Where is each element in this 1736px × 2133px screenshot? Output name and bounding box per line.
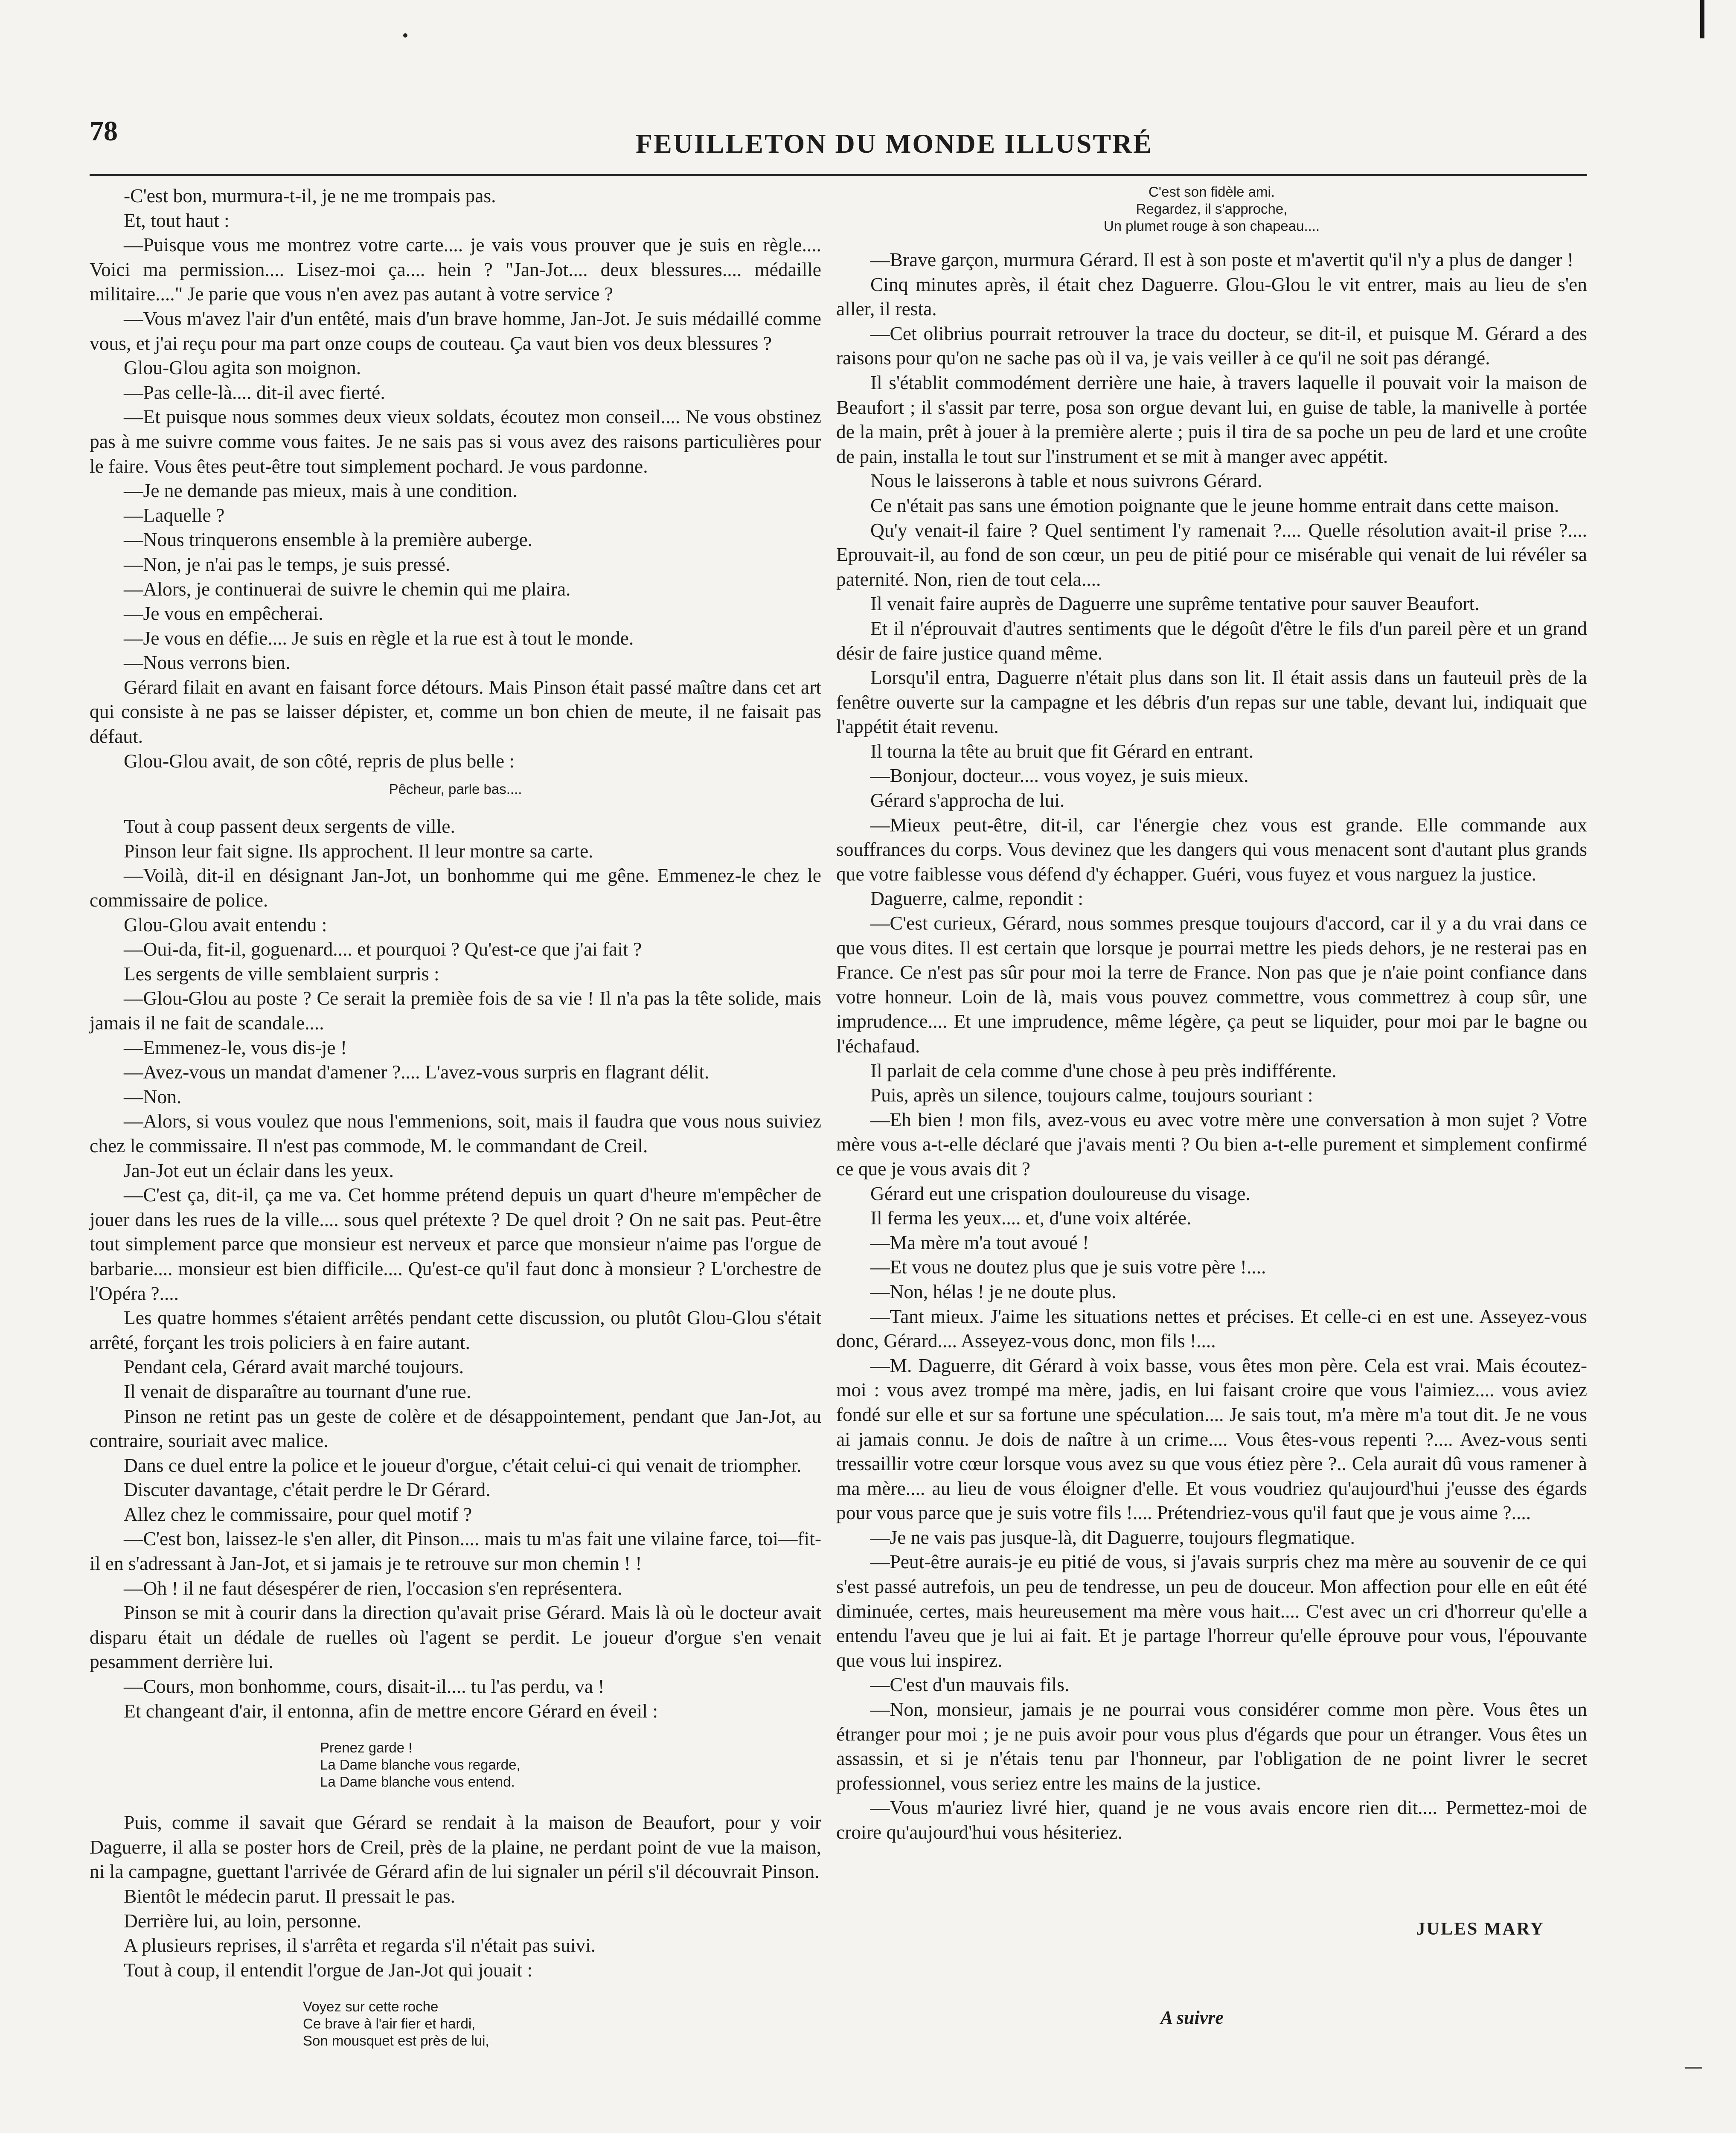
left-paragraphs-c — [90, 1810, 821, 1982]
paragraph: Il s'établit commodément derrière une haie, à travers laquelle il pouvait voir la maison de Beaufort ; il s'assit par terre, posa son orgue devant lui, en guise de table, la manivelle à portée de la main, prêt à jouer à la première alerte ; puis il tira de sa poche un peu de lard et une croûte de pain, installa le tout sur l'instrument et se mit à manger avec appétit. — [836, 371, 1587, 467]
paragraph: —Je ne vais pas jusque-là, dit Daguerre, toujours flegmatique. — [870, 1526, 1355, 1548]
paragraph: Allez chez le commissaire, pour quel motif ? — [124, 1503, 472, 1525]
paragraph: Puis, comme il savait que Gérard se rendait à la maison de Beaufort, pour y voir Daguerre, il alla se poster hors de Creil, près de la plaine, ne perdant point de vue la maison, ni la campagne, guettant l'arrivée de Gérard afin de lui signaler un péril s'il découvrait Pinson. — [90, 1811, 821, 1883]
paragraph: Tout à coup, il entendit l'orgue de Jan-Jot qui jouait : — [124, 1959, 533, 1981]
verse-pecheur: Pêcheur, parle bas.... — [389, 781, 522, 797]
paragraph: —C'est ça, dit-il, ça me va. Cet homme prétend depuis un quart d'heure m'empêcher de jouer dans les rues de la ville.... sous quel prétexte ? De quel droit ? On ne sait pas. Peut-être tout simplement parce que monsieur est nerveux et parce que monsieur n'aime pas l'orgue de barbarie.... monsieur est bien difficile.... Qu'est-ce qu'il faut donc à monsieur ? L'orchestre de l'Opéra ?.... — [90, 1184, 821, 1304]
verse-line: Regardez, il s'approche, — [1136, 201, 1288, 217]
paragraph: —Brave garçon, murmura Gérard. Il est à son poste et m'avertit qu'il n'y a plus de danger ! — [870, 249, 1574, 270]
verse-line: La Dame blanche vous regarde, — [320, 1757, 521, 1773]
right-column — [836, 183, 1587, 2030]
paragraph: —M. Daguerre, dit Gérard à voix basse, vous êtes mon père. Cela est vrai. Mais écoutez-moi : vous avez trompé ma mère, jadis, en lui faisant croire que vous l'aimiez.... vous aviez fondé sur elle et sur sa fortune une spéculation.... Je sais tout, m'a mère m'a tout dit. Je ne vous ai jamais connu. Je dois de naître à un crime.... Vous êtes-vous repenti ?.... Avez-vous senti tressaillir votre cœur lorsque vous avez su que vous étiez père ?.. Cela aurait dû vous ramener à ma mère.... au lieu de vous éloigner d'elle. Et vous voudriez qu'aujourd'hui j'eusse des égards pour vous parce que je suis votre fils !.... Prétendriez-vous qu'il faut que je vous aime ?.... — [836, 1354, 1587, 1524]
paragraph: —Non, hélas ! je ne doute plus. — [870, 1280, 1117, 1302]
verse-line: C'est son fidèle ami. — [1148, 184, 1275, 200]
header-rule — [90, 174, 1587, 176]
paragraph: —Oui-da, fit-il, goguenard.... et pourquoi ? Qu'est-ce que j'ai fait ? — [124, 938, 642, 960]
paragraph: Qu'y venait-il faire ? Quel sentiment l'y ramenait ?.... Quelle résolution avait-il prise ?.... Eprouvait-il, au fond de son cœur, un peu de pitié pour ce misérable qui venait de lui révéler sa paternité. Non, rien de tout cela.... — [836, 519, 1587, 590]
paragraph: —Puisque vous me montrez votre carte.... je vais vous prouver que je suis en règle.... Voici ma permission.... Lisez-moi ça.... hein ? "Jan-Jot.... deux blessures.... médaille militaire...." Je parie que vous n'en avez pas autant à votre service ? — [90, 234, 821, 305]
paragraph: Nous le laisserons à table et nous suivrons Gérard. — [870, 470, 1262, 492]
paragraph: Discuter davantage, c'était perdre le Dr Gérard. — [124, 1479, 491, 1501]
paragraph: —Et vous ne doutez plus que je suis votre père !.... — [870, 1256, 1266, 1278]
paragraph: —Je vous en empêcherai. — [124, 602, 323, 625]
to-be-continued: A suivre — [1160, 2007, 1224, 2028]
paragraph: Dans ce duel entre la police et le joueur d'orgue, c'était celui-ci qui venait de triompher. — [124, 1454, 802, 1476]
paragraph: —Tant mieux. J'aime les situations nettes et précises. Et celle-ci en est une. Asseyez-vous donc, Gérard.... Asseyez-vous donc, mon fils !.... — [836, 1305, 1587, 1352]
paragraph: —Voilà, dit-il en désignant Jan-Jot, un bonhomme qui me gêne. Emmenez-le chez le commissaire de police. — [90, 864, 821, 911]
left-paragraphs-b — [90, 814, 821, 1723]
paragraph: Puis, après un silence, toujours calme, toujours souriant : — [870, 1084, 1313, 1106]
verse-line: Voyez sur cette roche — [303, 1999, 439, 2015]
paragraph: —Peut-être aurais-je eu pitié de vous, si j'avais surpris chez ma mère au souvenir de ce qui s'est passé autrefois, un peu de tendresse, un peu de douceur. Mon affection pour elle en eût été diminuée, certes, mais heureusement ma mère vous hait.... C'est avec un cri d'horreur qu'elle a entendu l'aveu que je lui ai fait. Et je partage l'horreur qu'elle éprouve pour vous, l'épouvante que vous lui inspirez. — [836, 1551, 1587, 1671]
paragraph: —Je vous en défie.... Je suis en règle et la rue est à tout le monde. — [124, 627, 634, 649]
paragraph: —Mieux peut-être, dit-il, car l'énergie chez vous est grande. Elle commande aux souffrances du corps. Vous devinez que les dangers qui vous menacent sont d'autant plus grands que votre faiblesse vous défend d'y échapper. Guéri, vous fuyez et vous narguez la justice. — [836, 814, 1587, 885]
paragraph: —Eh bien ! mon fils, avez-vous eu avec votre mère une conversation à mon sujet ? Votre mère vous a-t-elle déclaré que j'avais menti ? Ou bien a-t-elle purement et simplement confirmé ce que je vous avais dit ? — [836, 1108, 1587, 1180]
paragraph: —Pas celle-là.... dit-il avec fierté. — [124, 381, 385, 403]
paragraph: —Emmenez-le, vous dis-je ! — [124, 1036, 347, 1058]
paragraph: Bientôt le médecin parut. Il pressait le pas. — [124, 1885, 456, 1907]
paragraph: —C'est bon, laissez-le s'en aller, dit Pinson.... mais tu m'as fait une vilaine farce, toi—fit-il en s'adressant à Jan-Jot, et si jamais je te retrouve sur mon chemin ! ! — [90, 1528, 821, 1575]
paragraph: —Vous m'avez l'air d'un entêté, mais d'un brave homme, Jan-Jot. Je suis médaillé comme vous, et j'ai reçu pour ma part onze coups de couteau. Ça vaut bien vos deux blessures ? — [90, 307, 821, 354]
paragraph: Il venait faire auprès de Daguerre une suprême tentative pour sauver Beaufort. — [870, 593, 1480, 615]
verse-continuation — [836, 183, 1587, 247]
verse-line: Prenez garde ! — [320, 1740, 413, 1756]
paragraph: Et changeant d'air, il entonna, afin de mettre encore Gérard en éveil : — [124, 1700, 658, 1722]
paragraph: —Non, monsieur, jamais je ne pourrai vous considérer comme mon père. Vous êtes un étranger pour moi ; je ne puis avoir pour vous plus d'égards que pour un étranger. Vous êtes un assassin, et si je n'étais tenu par l'honneur, par l'obligation de ne point livrer le secret professionnel, vous seriez entre les mains de la justice. — [836, 1698, 1587, 1794]
binding-edge-mark — [1700, 0, 1704, 38]
paragraph: A plusieurs reprises, il s'arrêta et regarda s'il n'était pas suivi. — [124, 1934, 596, 1956]
paragraph: Il parlait de cela comme d'une chose à peu près indifférente. — [870, 1059, 1337, 1081]
paragraph: —Non, je n'ai pas le temps, je suis pressé. — [124, 553, 451, 575]
verse-line: Son mousquet est près de lui, — [303, 2033, 489, 2049]
verse-line: Ce brave à l'air fier et hardi, — [303, 2016, 476, 2032]
running-title: FEUILLETON DU MONDE ILLUSTRÉ — [636, 128, 1153, 159]
paragraph: —Cours, mon bonhomme, cours, disait-il.... tu l'as perdu, va ! — [124, 1675, 605, 1697]
paragraph: Pinson ne retint pas un geste de colère et de désappointement, pendant que Jan-Jot, au contraire, souriait avec malice. — [90, 1405, 821, 1452]
paragraph: Il tourna la tête au bruit que fit Gérard en entrant. — [870, 740, 1254, 762]
paragraph: Glou-Glou avait entendu : — [124, 913, 327, 936]
verse-roche — [90, 1982, 821, 2069]
verse-line: Un plumet rouge à son chapeau.... — [1103, 218, 1320, 234]
print-speck — [403, 33, 407, 38]
paragraph: Glou-Glou agita son moignon. — [124, 357, 361, 379]
verse-dame-blanche — [90, 1723, 821, 1810]
paragraph: Pinson leur fait signe. Ils approchent. Il leur montre sa carte. — [124, 840, 593, 862]
verse-line: La Dame blanche vous entend. — [320, 1774, 515, 1790]
paragraph: Gérard filait en avant en faisant force détours. Mais Pinson était passé maître dans cet art qui consiste à ne pas se laisser dépister, et, comme un bon chien de meute, il ne faisait pas défaut. — [90, 676, 821, 747]
paragraph: —Nous verrons bien. — [124, 651, 291, 674]
paragraph: —Je ne demande pas mieux, mais à une condition. — [124, 479, 518, 502]
paragraph: Pinson se mit à courir dans la direction qu'avait prise Gérard. Mais là où le docteur avait disparu était un dédale de ruelles où l'agent se perdit. Le joueur d'orgue s'en venait pesamment derrière lui. — [90, 1601, 821, 1673]
paragraph: Jan-Jot eut un éclair dans les yeux. — [124, 1159, 394, 1181]
left-paragraphs-a — [90, 183, 821, 773]
paragraph: —Oh ! il ne faut désespérer de rien, l'occasion s'en représentera. — [124, 1577, 622, 1599]
paragraph: Gérard eut une crispation douloureuse du visage. — [870, 1182, 1250, 1204]
page-number: 78 — [90, 116, 118, 147]
author-signature: JULES MARY — [1416, 1919, 1544, 1939]
paragraph: Tout à coup passent deux sergents de ville. — [124, 815, 455, 837]
paragraph: Et il n'éprouvait d'autres sentiments que le dégoût d'être le fils d'un pareil père et un grand désir de faire justice quand même. — [836, 617, 1587, 664]
paragraph: Daguerre, calme, repondit : — [870, 887, 1084, 910]
paragraph: —C'est curieux, Gérard, nous sommes presque toujours d'accord, car il y a du vrai dans ce que vous dites. Il est certain que lorsque je pourrai mettre les pieds dehors, je ne resterai pas en France. Ce n'est pas sûr pour moi la terre de France. Non pas que je n'aie point confiance dans votre honneur. Loin de là, mais vous pouvez commettre, vous commettrez à coup sûr, une imprudence.... Et une imprudence, même légère, ça peut se liquider, pour moi par le bagne ou l'échafaud. — [836, 912, 1587, 1057]
paragraph: Derrière lui, au loin, personne. — [124, 1909, 362, 1932]
paragraph: —Avez-vous un mandat d'amener ?.... L'avez-vous surpris en flagrant délit. — [124, 1061, 710, 1083]
paragraph: —Cet olibrius pourrait retrouver la trace du docteur, se dit-il, et puisque M. Gérard a des raisons pour qu'on ne sache pas où il va, je vais veiller à ce qu'il ne soit pas dérangé. — [836, 322, 1587, 369]
paragraph: —Et puisque nous sommes deux vieux soldats, écoutez mon conseil.... Ne vous obstinez pas à me suivre comme vous faites. Je ne sais pas si vous avez des raisons particulières pour le faire. Vous êtes peut-être tout simplement pochard. Je vous pardonne. — [90, 406, 821, 477]
paragraph: Les quatre hommes s'étaient arrêtés pendant cette discussion, ou plutôt Glou-Glou s'était arrêté, forçant les trois policiers à en faire autant. — [90, 1307, 821, 1353]
right-paragraphs — [836, 247, 1587, 1845]
paragraph: Glou-Glou avait, de son côté, repris de plus belle : — [124, 750, 515, 772]
paragraph: Les sergents de ville semblaient surpris : — [124, 962, 439, 985]
paragraph: Lorsqu'il entra, Daguerre n'était plus dans son lit. Il était assis dans un fauteuil près de la fenêtre ouverte sur la campagne et les débris d'un repas sur une table, devant lui, indiquait que l'appétit était revenu. — [836, 666, 1587, 738]
paragraph: Cinq minutes après, il était chez Daguerre. Glou-Glou le vit entrer, mais au lieu de s'en aller, il resta. — [836, 273, 1587, 320]
paragraph: Et, tout haut : — [124, 209, 230, 231]
paragraph: —Glou-Glou au poste ? Ce serait la premièe fois de sa vie ! Il n'a pas la tête solide, mais jamais il ne fait de scandale.... — [90, 987, 821, 1034]
paragraph: —C'est d'un mauvais fils. — [870, 1674, 1070, 1696]
paragraph: —Nous trinquerons ensemble à la première auberge. — [124, 529, 533, 551]
paragraph: —Alors, si vous voulez que nous l'emmenions, soit, mais il faudra que vous nous suiviez chez le commissaire. Il n'est pas commode, M. le commandant de Creil. — [90, 1110, 821, 1157]
paragraph: —Non. — [124, 1085, 182, 1107]
paragraph: Ce n'était pas sans une émotion poignante que le jeune homme entrait dans cette maison. — [870, 494, 1559, 516]
paragraph: —Vous m'auriez livré hier, quand je ne vous avais encore rien dit.... Permettez-moi de croire qu'aujourd'hui vous hésiteriez. — [836, 1796, 1587, 1843]
paragraph: —Alors, je continuerai de suivre le chemin qui me plaira. — [124, 578, 571, 600]
paragraph: —Ma mère m'a tout avoué ! — [870, 1231, 1089, 1253]
paragraph: Gérard s'approcha de lui. — [870, 789, 1065, 811]
paragraph: Pendant cela, Gérard avait marché toujours. — [124, 1356, 464, 1378]
left-column — [90, 183, 821, 2069]
paragraph: —Bonjour, docteur.... vous voyez, je suis mieux. — [870, 764, 1249, 787]
paragraph: Il ferma les yeux.... et, d'une voix altérée. — [870, 1207, 1192, 1229]
paragraph: Il venait de disparaître au tournant d'une rue. — [124, 1380, 471, 1402]
paragraph: -C'est bon, murmura-t-il, je ne me trompais pas. — [124, 185, 496, 206]
margin-tick — [1685, 2067, 1702, 2069]
paragraph: —Laquelle ? — [124, 504, 225, 526]
